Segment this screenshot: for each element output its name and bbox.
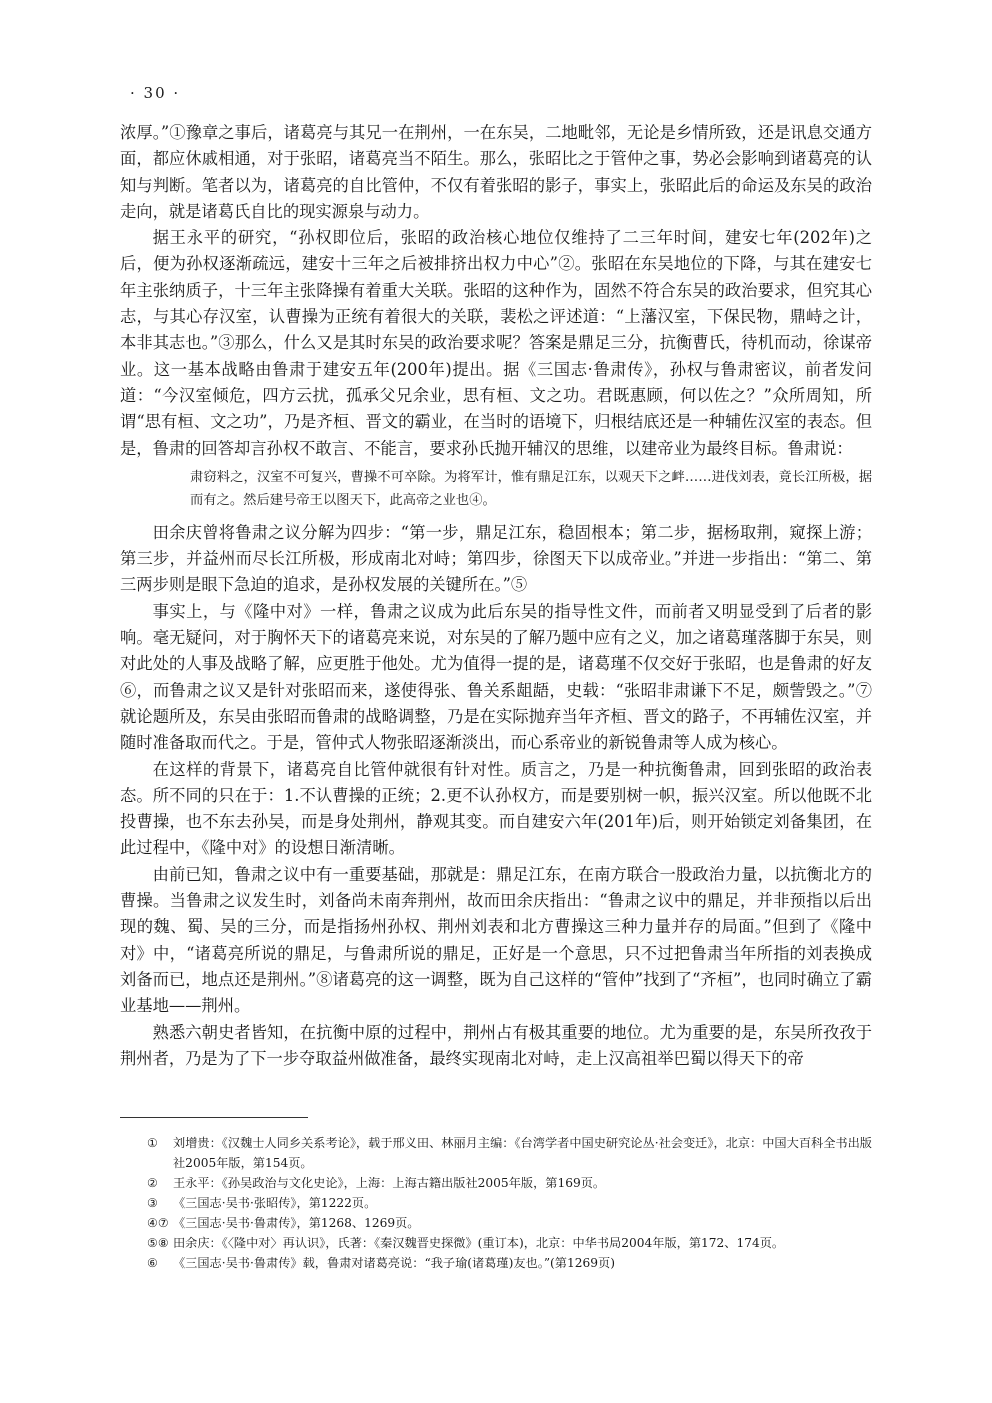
paragraph-continuation: 浓厚。”①豫章之事后，诸葛亮与其兄一在荆州，一在东吴，二地毗邻，无论是乡情所致，还是讯息交通方面，都应休戚相通，对于张昭，诸葛亮当不陌生。那么，张昭比之于管仲之事，势必会影响到诸葛亮的认知与判断。笔者以为，诸葛亮的自比管仲，不仅有着张昭的影子，事实上，张昭此后的命运及东吴的政治走向，就是诸葛氏自比的现实源泉与动力。 [120, 123, 872, 221]
paragraph: 据王永平的研究，“孙权即位后，张昭的政治核心地位仅维持了二三年时间，建安七年(202年)之后，便为孙权逐渐疏远，建安十三年之后被排挤出权力中心”②。张昭在东吴地位的下降，与其在建安七年主张纳质子，十三年主张降操有着重大关联。张昭的这种作为，固然不符合东吴的政治要求，但究其心志，与其心存汉室，认曹操为正统有着很大的关联，裴松之评述道：“上藩汉室，下保民物，鼎峙之计，本非其志也。”③那么，什么又是其时东吴的政治要求呢？答案是鼎足三分，抗衡曹氏，待机而动，徐谋帝业。这一基本战略由鲁肃于建安五年(200年)提出。据《三国志·鲁肃传》，孙权与鲁肃密议，前者发问道：“今汉室倾危，四方云扰，孤承父兄余业，思有桓、文之功。君既惠顾，何以佐之？”众所周知，所谓“思有桓、文之功”，乃是齐桓、晋文的霸业，在当时的语境下，归根结底还是一种辅佐汉室的表态。但是，鲁肃的回答却言孙权不敢言、不能言，要求孙氏抛开辅汉的思维，以建帝业为最终目标。鲁肃说： [120, 228, 872, 458]
footnote-text: 《三国志·吴书·鲁肃传》，第1268、1269页。 [173, 1216, 420, 1230]
footnote-text: 田余庆：《〈隆中对〉再认识》，氏著：《秦汉魏晋史探微》(重订本)，北京：中华书局2004年版，第172、174页。 [173, 1236, 785, 1250]
footnote-mark: ⑤⑧ [147, 1236, 169, 1250]
body-text [120, 120, 872, 1072]
paragraph: 事实上，与《隆中对》一样，鲁肃之议成为此后东吴的指导性文件，而前者又明显受到了后者的影响。毫无疑问，对于胸怀天下的诸葛亮来说，对东吴的了解乃题中应有之义，加之诸葛瑾落脚于东吴，则对此处的人事及战略了解，应更胜于他处。尤为值得一提的是，诸葛瑾不仅交好于张昭，也是鲁肃的好友⑥，而鲁肃之议又是针对张昭而来，遂使得张、鲁关系龃龉，史载：“张昭非肃谦下不足，颇訾毁之。”⑦就论题所及，东吴由张昭而鲁肃的战略调整，乃是在实际抛弃当年齐桓、晋文的路子，不再辅佐汉室，并随时准备取而代之。于是，管仲式人物张昭逐渐淡出，而心系帝业的新锐鲁肃等人成为核心。 [120, 601, 872, 753]
footnote-text: 《三国志·吴书·张昭传》，第1222页。 [173, 1196, 377, 1210]
footnote [147, 1233, 872, 1253]
footnote-mark: ⑥ [147, 1256, 158, 1270]
footnote-mark: ④⑦ [147, 1216, 169, 1230]
footnote-divider [120, 1117, 308, 1118]
paragraph: 在这样的背景下，诸葛亮自比管仲就很有针对性。质言之，乃是一种抗衡鲁肃，回到张昭的政治表态。所不同的只在于：1.不认曹操的正统；2.更不认孙权方，而是要别树一帜，振兴汉室。所以他既不北投曹操，也不东去孙吴，而是身处荆州，静观其变。而自建安六年(201年)后，则开始锁定刘备集团，在此过程中，《隆中对》的设想日渐清晰。 [120, 759, 872, 858]
footnotes [147, 1133, 872, 1273]
paragraph: 熟悉六朝史者皆知，在抗衡中原的过程中，荆州占有极其重要的地位。尤为重要的是，东吴所孜孜于荆州者，乃是为了下一步夺取益州做准备，最终实现南北对峙，走上汉高祖举巴蜀以得天下的帝 [120, 1022, 872, 1068]
footnote-mark: ② [147, 1176, 158, 1190]
paragraph: 由前已知，鲁肃之议中有一重要基础，那就是：鼎足江东，在南方联合一股政治力量，以抗衡北方的曹操。当鲁肃之议发生时，刘备尚未南奔荆州，故而田余庆指出：“鲁肃之议中的鼎足，并非预指以后出现的魏、蜀、吴的三分，而是指扬州孙权、荆州刘表和北方曹操这三种力量并存的局面。”但到了《隆中对》中，“诸葛亮所说的鼎足，与鲁肃所说的鼎足，正好是一个意思，只不过把鲁肃当年所指的刘表换成刘备而已，地点还是荆州。”⑧诸葛亮的这一调整，既为自己这样的“管仲”找到了“齐桓”，也同时确立了霸业基地——荆州。 [120, 864, 872, 1016]
footnote [147, 1133, 872, 1173]
footnote-text: 王永平：《孙吴政治与文化史论》，上海：上海古籍出版社2005年版，第169页。 [173, 1176, 606, 1190]
footnote [147, 1173, 872, 1193]
paragraph: 田余庆曾将鲁肃之议分解为四步：“第一步，鼎足江东，稳固根本；第二步，据杨取荆，窥探上游；第三步，并益州而尽长江所极，形成南北对峙；第四步，徐图天下以成帝业。”并进一步指出：“第二、第三两步则是眼下急迫的追求，是孙权发展的关键所在。”⑤ [120, 522, 872, 595]
footnote [147, 1193, 872, 1213]
footnote [147, 1213, 872, 1233]
footnote-text: 《三国志·吴书·鲁肃传》载，鲁肃对诸葛亮说：“我子瑜(诸葛瑾)友也。”(第1269页) [173, 1256, 615, 1270]
page-number: · 30 · [130, 84, 181, 102]
footnote-text: 刘增贵：《汉魏士人同乡关系考论》，载于邢义田、林丽月主编：《台湾学者中国史研究论丛·社会变迁》，北京：中国大百科全书出版社2005年版，第154页。 [173, 1136, 872, 1170]
footnote-mark: ① [147, 1136, 158, 1150]
block-quote: 肃窃料之，汉室不可复兴，曹操不可卒除。为将军计，惟有鼎足江东，以观天下之衅……进伐刘表，竟长江所极，据而有之。然后建号帝王以图天下，此高帝之业也④。 [190, 469, 872, 508]
footnote [147, 1253, 872, 1273]
footnote-mark: ③ [147, 1196, 158, 1210]
